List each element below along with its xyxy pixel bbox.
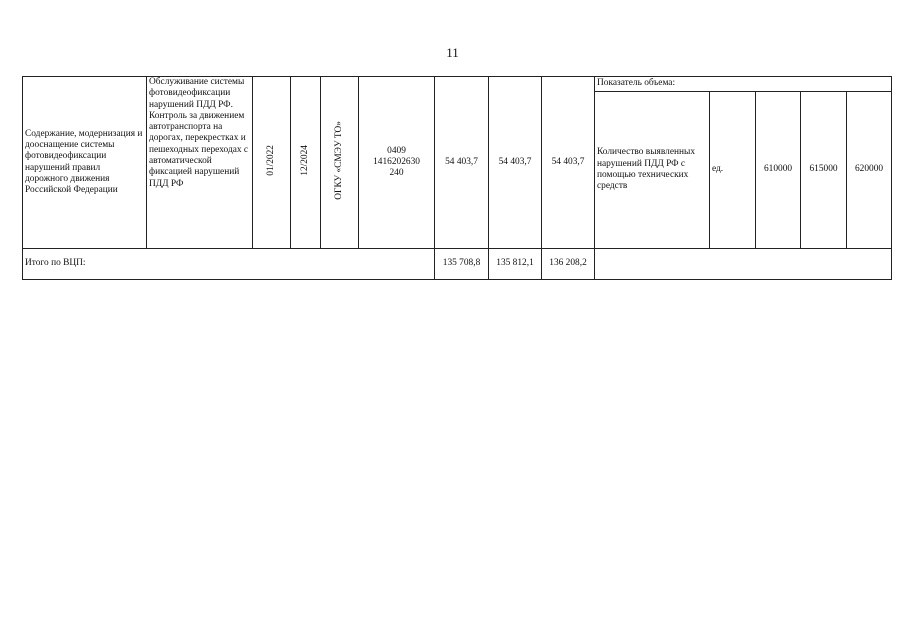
total-value-cell: 136 208,2 — [542, 249, 595, 280]
kbk-cell: 0409 1416202630 240 — [359, 77, 435, 249]
unit-cell: ед. — [710, 92, 756, 249]
program-table — [22, 76, 892, 280]
funding-cell: 54 403,7 — [489, 77, 542, 249]
end-date: 12/2024 — [299, 144, 310, 176]
table-row — [23, 77, 892, 92]
executor-cell — [321, 77, 359, 249]
goal-cell: Содержание, модернизация и дооснащение системы фотовидеофиксации нарушений правил дорожного движения Российской Федерации — [23, 77, 147, 249]
funding-cell: 54 403,7 — [435, 77, 489, 249]
funding-cell: 54 403,7 — [542, 77, 595, 249]
total-label: Итого по ВЦП: — [23, 249, 435, 280]
end-date-cell — [291, 77, 321, 249]
indicator-value-cell: 620000 — [847, 92, 892, 249]
executor: ОГКУ «СМЭУ ТО» — [333, 120, 344, 200]
start-date-cell — [253, 77, 291, 249]
indicator-header: Показатель объема: — [595, 77, 892, 92]
start-date: 01/2022 — [265, 144, 276, 176]
indicator-name: Количество выявленных нарушений ПДД РФ с помощью технических средств — [595, 92, 710, 249]
page-number: 11 — [446, 45, 459, 60]
total-value-cell: 135 708,8 — [435, 249, 489, 280]
indicator-value-cell: 615000 — [801, 92, 847, 249]
total-row — [23, 249, 892, 280]
activity-cell: Обслуживание системы фотовидеофиксации нарушений ПДД РФ. Контроль за движением автотранспорта на дорогах, перекрестках и пешеходных переходах с автоматической фиксацией нарушений ПДД РФ — [147, 77, 253, 249]
empty-cell — [595, 249, 892, 280]
total-value-cell: 135 812,1 — [489, 249, 542, 280]
indicator-value-cell: 610000 — [756, 92, 801, 249]
